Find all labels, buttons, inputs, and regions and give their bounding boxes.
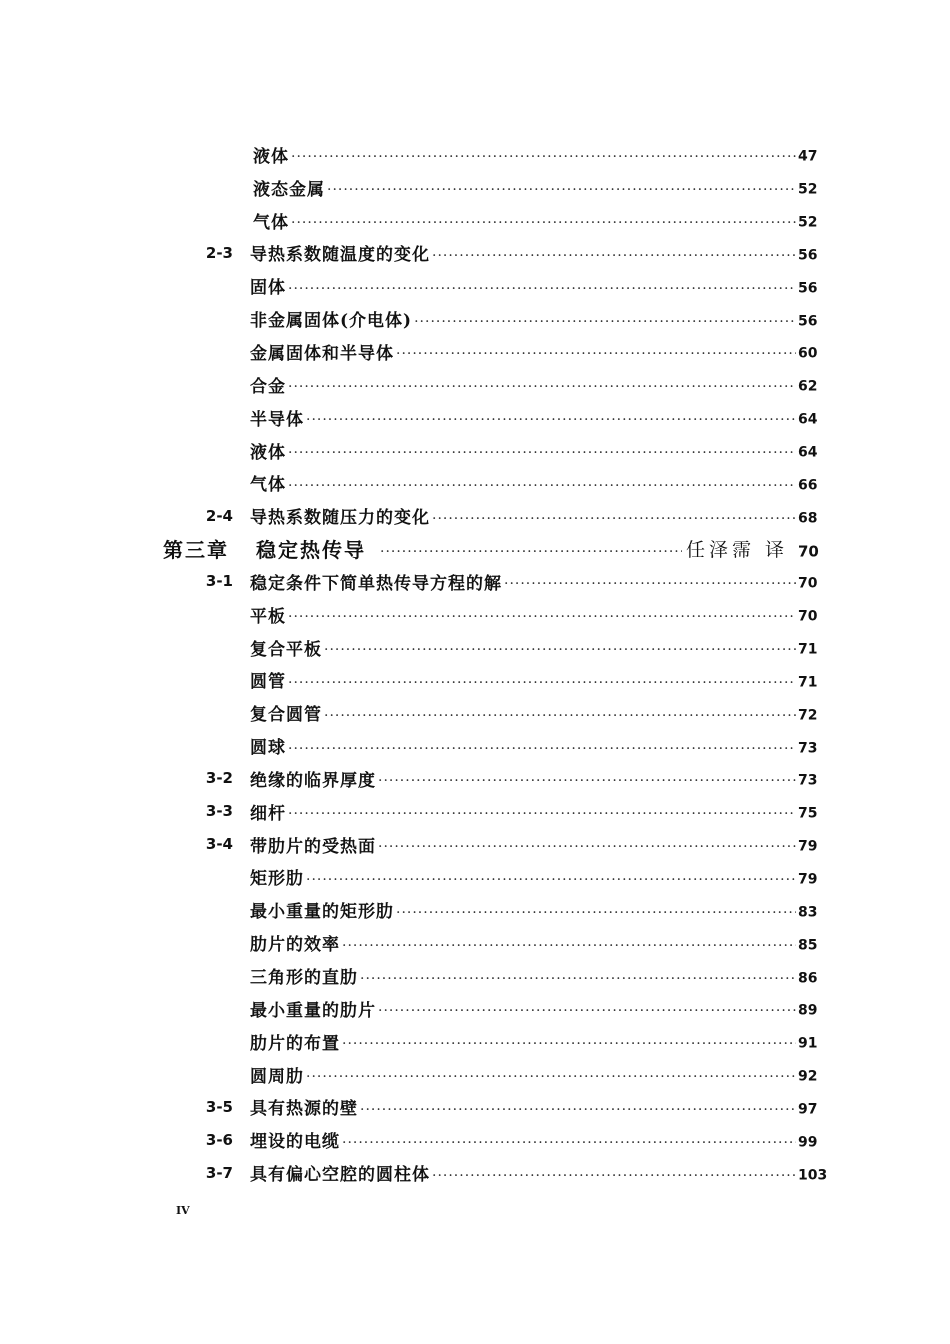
section-number: 3-1 xyxy=(205,572,233,591)
leader-dots xyxy=(288,675,796,691)
table-of-contents xyxy=(0,138,950,1189)
leader-dots xyxy=(380,544,682,560)
leader-dots xyxy=(378,773,796,789)
leader-dots xyxy=(432,1168,796,1184)
entry-label: 金属固体和半导体 xyxy=(250,343,394,364)
entry-label: 半导体 xyxy=(250,409,304,430)
toc-entry xyxy=(0,401,950,434)
entry-label: 肋片的布置 xyxy=(250,1033,340,1054)
entry-page: 71 xyxy=(798,641,818,658)
entry-page: 64 xyxy=(798,411,818,428)
toc-entry xyxy=(0,729,950,762)
entry-label: 液态金属 xyxy=(253,179,325,200)
section-page: 97 xyxy=(798,1101,818,1118)
section-page: 75 xyxy=(798,805,818,822)
leader-dots xyxy=(432,248,796,264)
entry-page: 73 xyxy=(798,740,818,757)
entry-page: 92 xyxy=(798,1068,818,1085)
chapter-title: 稳定热传导 xyxy=(256,538,366,563)
entry-page: 60 xyxy=(798,345,818,362)
toc-entry xyxy=(0,204,950,237)
leader-dots xyxy=(288,741,796,757)
section-label: 导热系数随压力的变化 xyxy=(250,508,430,529)
entry-label: 固体 xyxy=(250,278,286,299)
entry-label: 气体 xyxy=(253,212,289,233)
leader-dots xyxy=(360,1102,796,1118)
entry-label: 三角形的直肋 xyxy=(250,968,358,989)
section-number: 3-4 xyxy=(205,835,233,854)
leader-dots xyxy=(432,511,796,527)
leader-dots xyxy=(306,872,796,888)
leader-dots xyxy=(414,314,796,330)
toc-entry xyxy=(0,1058,950,1091)
entry-page: 56 xyxy=(798,313,818,330)
toc-section xyxy=(0,1090,950,1123)
entry-label: 最小重量的肋片 xyxy=(250,1000,376,1021)
section-page: 73 xyxy=(798,772,818,789)
entry-page: 47 xyxy=(798,148,818,165)
leader-dots xyxy=(306,1069,796,1085)
toc-entry xyxy=(0,893,950,926)
toc-entry xyxy=(0,926,950,959)
toc-entry xyxy=(0,138,950,171)
section-page: 70 xyxy=(798,575,818,592)
entry-page: 52 xyxy=(798,214,818,231)
entry-page: 83 xyxy=(798,904,818,921)
section-number: 3-2 xyxy=(205,769,233,788)
toc-section xyxy=(0,499,950,532)
toc-entry xyxy=(0,631,950,664)
leader-dots xyxy=(291,215,796,231)
leader-dots xyxy=(396,346,796,362)
toc-section xyxy=(0,828,950,861)
entry-label: 肋片的效率 xyxy=(250,935,340,956)
toc-entry xyxy=(0,368,950,401)
toc-entry xyxy=(0,696,950,729)
section-page: 79 xyxy=(798,838,818,855)
toc-entry xyxy=(0,269,950,302)
entry-page: 79 xyxy=(798,871,818,888)
entry-label: 圆周肋 xyxy=(250,1066,304,1087)
section-label: 具有偏心空腔的圆柱体 xyxy=(250,1165,430,1186)
toc-section xyxy=(0,1156,950,1189)
leader-dots xyxy=(342,1036,796,1052)
section-label: 埋设的电缆 xyxy=(250,1132,340,1153)
section-label: 细杆 xyxy=(250,803,286,824)
leader-dots xyxy=(342,1135,796,1151)
leader-dots xyxy=(378,839,796,855)
section-number: 3-6 xyxy=(205,1130,233,1149)
section-page: 56 xyxy=(798,247,818,264)
toc-section xyxy=(0,1123,950,1156)
entry-label: 非金属固体(介电体) xyxy=(250,311,413,332)
entry-page: 62 xyxy=(798,378,818,395)
leader-dots xyxy=(504,576,796,592)
toc-entry xyxy=(0,335,950,368)
leader-dots xyxy=(378,1003,796,1019)
leader-dots xyxy=(306,412,796,428)
entry-page: 52 xyxy=(798,181,818,198)
leader-dots xyxy=(291,149,796,165)
section-number: 3-5 xyxy=(205,1097,233,1116)
section-label: 带肋片的受热面 xyxy=(250,836,376,857)
toc-section xyxy=(0,565,950,598)
entry-label: 气体 xyxy=(250,475,286,496)
leader-dots xyxy=(288,478,796,494)
entry-label: 复合平板 xyxy=(250,639,322,660)
toc-section xyxy=(0,795,950,828)
section-page: 68 xyxy=(798,510,818,527)
chapter-page: 70 xyxy=(798,542,819,561)
section-number: 3-3 xyxy=(205,802,233,821)
leader-dots xyxy=(288,806,796,822)
toc-entry xyxy=(0,171,950,204)
leader-dots xyxy=(396,905,796,921)
toc-entry xyxy=(0,466,950,499)
section-number: 2-4 xyxy=(205,506,233,525)
entry-label: 圆管 xyxy=(250,672,286,693)
toc-entry xyxy=(0,861,950,894)
leader-dots xyxy=(360,971,796,987)
entry-page: 85 xyxy=(798,937,818,954)
toc-entry xyxy=(0,959,950,992)
toc-section xyxy=(0,237,950,270)
entry-page: 72 xyxy=(798,707,818,724)
leader-dots xyxy=(288,445,796,461)
section-label: 具有热源的壁 xyxy=(250,1099,358,1120)
entry-page: 86 xyxy=(798,969,818,986)
entry-page: 56 xyxy=(798,280,818,297)
toc-entry xyxy=(0,1025,950,1058)
entry-label: 最小重量的矩形肋 xyxy=(250,902,394,923)
section-page: 99 xyxy=(798,1134,818,1151)
page-folio: IV xyxy=(176,1204,190,1217)
toc-entry xyxy=(0,992,950,1025)
leader-dots xyxy=(324,708,796,724)
entry-page: 71 xyxy=(798,674,818,691)
entry-page: 66 xyxy=(798,477,818,494)
leader-dots xyxy=(288,609,796,625)
section-label: 稳定条件下简单热传导方程的解 xyxy=(250,573,502,594)
leader-dots xyxy=(327,182,796,198)
section-label: 导热系数随温度的变化 xyxy=(250,245,430,266)
toc-entry xyxy=(0,434,950,467)
entry-page: 91 xyxy=(798,1035,818,1052)
leader-dots xyxy=(288,379,796,395)
entry-label: 液体 xyxy=(250,442,286,463)
entry-label: 合金 xyxy=(250,376,286,397)
toc-section xyxy=(0,762,950,795)
leader-dots xyxy=(342,938,796,954)
toc-entry xyxy=(0,302,950,335)
chapter-number: 第三章 xyxy=(163,538,229,563)
section-number: 3-7 xyxy=(205,1163,233,1182)
leader-dots xyxy=(324,642,796,658)
toc-chapter xyxy=(0,532,950,565)
section-number: 2-3 xyxy=(205,243,233,262)
entry-label: 复合圆管 xyxy=(250,705,322,726)
chapter-translator: 任泽霈 译 xyxy=(685,539,788,562)
entry-page: 89 xyxy=(798,1002,818,1019)
entry-page: 70 xyxy=(798,608,818,625)
entry-label: 平板 xyxy=(250,606,286,627)
section-page: 103 xyxy=(798,1166,828,1183)
entry-label: 圆球 xyxy=(250,738,286,759)
leader-dots xyxy=(288,281,796,297)
entry-page: 64 xyxy=(798,444,818,461)
section-label: 绝缘的临界厚度 xyxy=(250,770,376,791)
entry-label: 液体 xyxy=(253,146,289,167)
toc-entry xyxy=(0,664,950,697)
toc-entry xyxy=(0,598,950,631)
entry-label: 矩形肋 xyxy=(250,869,304,890)
